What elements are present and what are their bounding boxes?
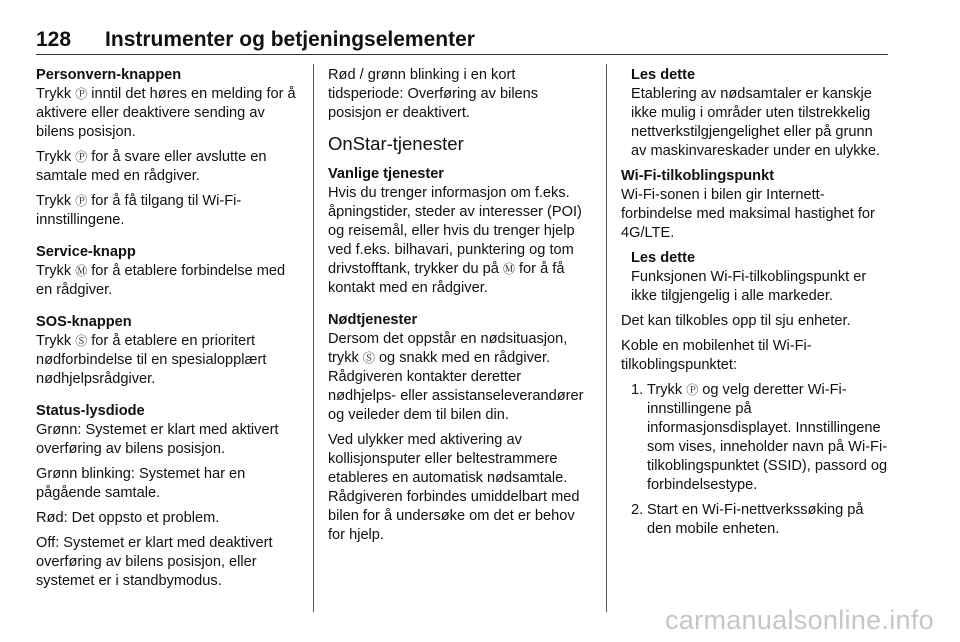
note-title: Les dette — [631, 67, 696, 83]
privacy-button-icon: Ⓟ — [75, 194, 88, 208]
section-title-emergency: Nødtjenester — [328, 312, 418, 328]
section-title-privacy: Personvern-knappen — [36, 67, 182, 83]
paragraph: Trykk Ⓟ for å få tilgang til Wi-Fi-innstillingene. — [36, 193, 242, 228]
page-header — [36, 24, 888, 55]
paragraph: Trykk Ⓢ for å etablere en prioritert nødforbindelse til en spesialopplært nødhjelpsrådgiver. — [36, 333, 267, 387]
note-text: Etablering av nødsamtaler er kanskje ikke mulig i områder uten tilstrekkelig nettverkstilgjengelighet eller på grunn av maskinvareskader under en ulykke. — [631, 86, 881, 159]
section-title-sos: SOS-knappen — [36, 314, 132, 330]
watermark: carmanualsonline.info — [665, 605, 934, 635]
sos-button-icon: Ⓢ — [362, 351, 375, 365]
column-1 — [36, 66, 298, 597]
paragraph: Off: Systemet er klart med deaktivert overføring av bilens posisjon, eller systemet er i standbymodus. — [36, 535, 273, 589]
paragraph: Grønn: Systemet er klart med aktivert overføring av bilens posisjon. — [36, 422, 279, 457]
paragraph: Rød: Det oppsto et problem. — [36, 510, 220, 526]
steps-list — [621, 381, 889, 539]
note-title: Les dette — [631, 250, 696, 266]
note-box — [631, 66, 889, 161]
section-title-common: Vanlige tjenester — [328, 166, 444, 182]
paragraph: Hvis du trenger informasjon om f.eks. åpningstider, steder av interesser (POI) og reisemål, eller hvis du trenger hjelp ved f.eks. bilhavari, punktering og tom drivstofftank, trykker du på Ⓜ for å få kontakt med en rådgiver. — [328, 185, 582, 296]
section-title-led: Status-lysdiode — [36, 403, 145, 419]
sos-button-icon: Ⓢ — [75, 334, 88, 348]
note-text: Funksjonen Wi-Fi-tilkoblingspunkt er ikke tilgjengelig i alle markeder. — [631, 269, 867, 304]
paragraph: Ved ulykker med aktivering av kollisjonsputer eller beltestrammere etableres en automatisk nødsamtale. Rådgiveren forbindes umiddelbart med bilen for å undersøke om det er behov for hjelp. — [328, 432, 580, 543]
paragraph: Wi-Fi-sonen i bilen gir Internett-forbindelse med maksimal hastighet for 4G/LTE. — [621, 187, 875, 241]
section-heading-onstar: OnStar-tjenester — [328, 133, 464, 154]
list-item: 1. Trykk Ⓟ og velg deretter Wi-Fi-innstillingene på informasjonsdisplayet. Innstillingene som vises, inneholder navn på Wi-Fi-tilkoblingspunktet (SSID), passord og forbindelsestype. — [631, 382, 888, 493]
page-title: Instrumenter og betjeningselementer — [105, 28, 475, 51]
column-2 — [328, 66, 590, 551]
list-item: 2. Start en Wi-Fi-nettverkssøking på den mobile enheten. — [631, 502, 864, 537]
paragraph: Rød / grønn blinking i en kort tidsperiode: Overføring av bilens posisjon er deaktivert. — [328, 67, 539, 121]
paragraph: Trykk Ⓜ for å etablere forbindelse med en rådgiver. — [36, 263, 286, 298]
privacy-button-icon: Ⓟ — [75, 87, 88, 101]
paragraph: Grønn blinking: Systemet har en pågående samtale. — [36, 466, 246, 501]
page-number: 128 — [36, 28, 72, 51]
privacy-button-icon: Ⓟ — [686, 383, 699, 397]
column-divider — [606, 64, 607, 612]
paragraph: Dersom det oppstår en nødsituasjon, trykk Ⓢ og snakk med en rådgiver. Rådgiveren kontakter deretter nødhjelps- eller assistanseleverandører og veileder dem til bilen din. — [328, 331, 584, 423]
column-3 — [621, 66, 889, 545]
column-divider — [313, 64, 314, 612]
service-button-icon: Ⓜ — [502, 262, 515, 276]
note-box — [631, 249, 889, 306]
service-button-icon: Ⓜ — [75, 264, 88, 278]
paragraph: Trykk Ⓟ inntil det høres en melding for å aktivere eller deaktivere sending av bilens posisjon. — [36, 86, 296, 140]
paragraph: Trykk Ⓟ for å svare eller avslutte en samtale med en rådgiver. — [36, 149, 267, 184]
section-title-service: Service-knapp — [36, 244, 136, 260]
paragraph: Koble en mobilenhet til Wi-Fi-tilkoblingspunktet: — [621, 338, 812, 373]
section-title-wifi: Wi-Fi-tilkoblingspunkt — [621, 168, 775, 184]
privacy-button-icon: Ⓟ — [75, 150, 88, 164]
paragraph: Det kan tilkobles opp til sju enheter. — [621, 313, 851, 329]
